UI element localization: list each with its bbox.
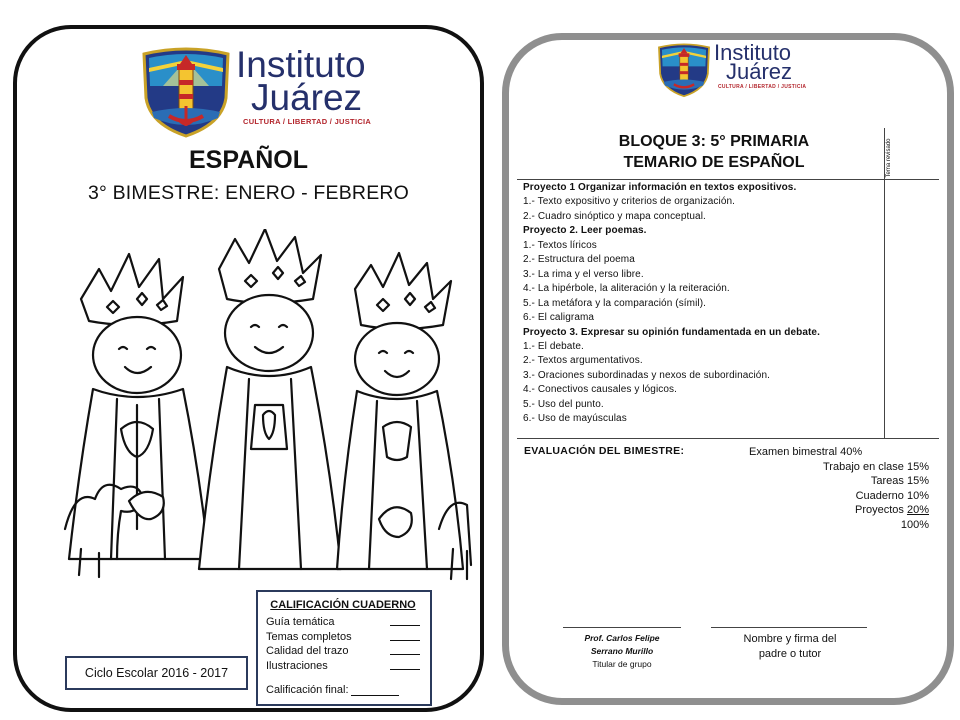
topic-item: 3.- Oraciones subordinadas y nexos de subordinación. — [523, 369, 771, 381]
grade-blank-line — [390, 659, 420, 670]
topic-item: 2.- Estructura del poema — [523, 254, 635, 266]
topic-item: 4.- Conectivos causales y lógicos. — [523, 384, 678, 396]
evaluation-item: Examen bimestral 40% — [749, 446, 863, 458]
teacher-signature-block — [563, 632, 681, 671]
topic-item: 3.- La rima y el verso libre. — [523, 268, 644, 280]
topic-item: 2.- Cuadro sinóptico y mapa conceptual. — [523, 210, 706, 222]
project-heading: Proyecto 2. Leer poemas. — [523, 225, 647, 237]
topic-item: 2.- Textos argumentativos. — [523, 355, 643, 367]
lighthouse-shield-icon — [656, 42, 712, 98]
grade-item-label: Guía temática — [266, 616, 335, 628]
project-heading: Proyecto 3. Expresar su opinión fundamentada en un debate. — [523, 326, 820, 338]
teacher-signature-line — [563, 627, 681, 628]
grade-blank-line — [390, 615, 420, 626]
projects-label: Proyectos — [855, 504, 907, 516]
teacher-name-line1: Prof. Carlos Felipe — [584, 633, 660, 643]
grade-row — [266, 615, 420, 630]
evaluation-total: 100% — [900, 518, 929, 531]
topic-item: 1.- El debate. — [523, 340, 584, 352]
evaluation-item: Cuaderno 10% — [855, 489, 929, 502]
logo-name-line1: Instituto — [714, 40, 792, 65]
logo-name-line2: Juárez — [251, 77, 363, 118]
school-cycle-box: Ciclo Escolar 2016 - 2017 — [65, 656, 248, 690]
table-divider-vertical — [884, 128, 885, 439]
final-grade-row — [266, 684, 420, 696]
parent-signature-block — [715, 632, 865, 662]
final-grade-label: Calificación final: — [266, 684, 349, 696]
topic-item: 1.- Textos líricos — [523, 239, 597, 251]
grade-row — [266, 659, 420, 674]
grade-row — [266, 644, 420, 659]
parent-signature-line1: Nombre y firma del — [743, 633, 837, 645]
project-heading: Proyecto 1 Organizar información en textos expositivos. — [523, 182, 797, 193]
logo-name-line1: Instituto — [236, 44, 366, 85]
subject-title: ESPAÑOL — [189, 146, 308, 174]
topic-item: 4.- La hipérbole, la aliteración y la reiteración. — [523, 283, 730, 295]
topic-item: 6.- Uso de mayúsculas — [523, 413, 627, 425]
projects-value: 20% — [906, 504, 929, 516]
logo-name-line2: Juárez — [726, 59, 793, 84]
syllabus-topic-list — [523, 181, 878, 427]
table-divider-top — [517, 179, 939, 180]
table-divider-bottom — [517, 438, 939, 439]
evaluation-item: Trabajo en clase 15% — [823, 460, 929, 473]
evaluation-breakdown — [729, 445, 929, 532]
lighthouse-shield-icon — [139, 46, 233, 138]
school-logo — [139, 46, 371, 138]
teacher-name-line2: Serrano Murillo — [590, 646, 654, 656]
bimester-period: 3° BIMESTRE: ENERO - FEBRERO — [87, 182, 410, 204]
parent-signature-line2: padre o tutor — [758, 648, 822, 660]
topic-item: 5.- Uso del punto. — [523, 398, 604, 410]
topic-item: 6.- El caligrama — [523, 312, 595, 324]
grade-blank-line — [390, 644, 420, 655]
syllabus-title — [549, 131, 879, 173]
grade-item-label: Temas completos — [266, 630, 352, 643]
notebook-grade-box — [256, 590, 432, 706]
logo-tagline: CULTURA / LIBERTAD / JUSTICIA — [718, 84, 807, 90]
notebook-grade-title: CALIFICACIÓN CUADERNO — [270, 599, 416, 611]
school-logo — [656, 42, 806, 98]
cover-page — [13, 25, 484, 712]
grade-item-label: Ilustraciones — [266, 659, 328, 672]
evaluation-item: Tareas 15% — [870, 475, 929, 487]
teacher-role: Titular de grupo — [592, 659, 652, 669]
topic-item: 5.- La metáfora y la comparación (símil). — [523, 297, 707, 309]
logo-tagline: CULTURA / LIBERTAD / JUSTICIA — [243, 117, 372, 126]
evaluation-item-projects — [729, 503, 929, 518]
topic-item: 1.- Texto expositivo y criterios de organización. — [523, 196, 736, 208]
grade-item-label: Calidad del trazo — [266, 645, 349, 657]
three-kings-illustration — [59, 229, 473, 589]
grade-blank-line — [390, 630, 420, 641]
review-column-header: Tema revisado — [886, 138, 892, 178]
grade-row — [266, 630, 420, 645]
syllabus-title-line1: BLOQUE 3: 5° PRIMARIA — [618, 133, 810, 150]
evaluation-label: EVALUACIÓN DEL BIMESTRE: — [524, 445, 685, 457]
final-grade-blank-line — [351, 685, 399, 696]
syllabus-page — [502, 33, 954, 705]
syllabus-title-line2: TEMARIO DE ESPAÑOL — [623, 154, 805, 171]
parent-signature-line — [711, 627, 867, 628]
